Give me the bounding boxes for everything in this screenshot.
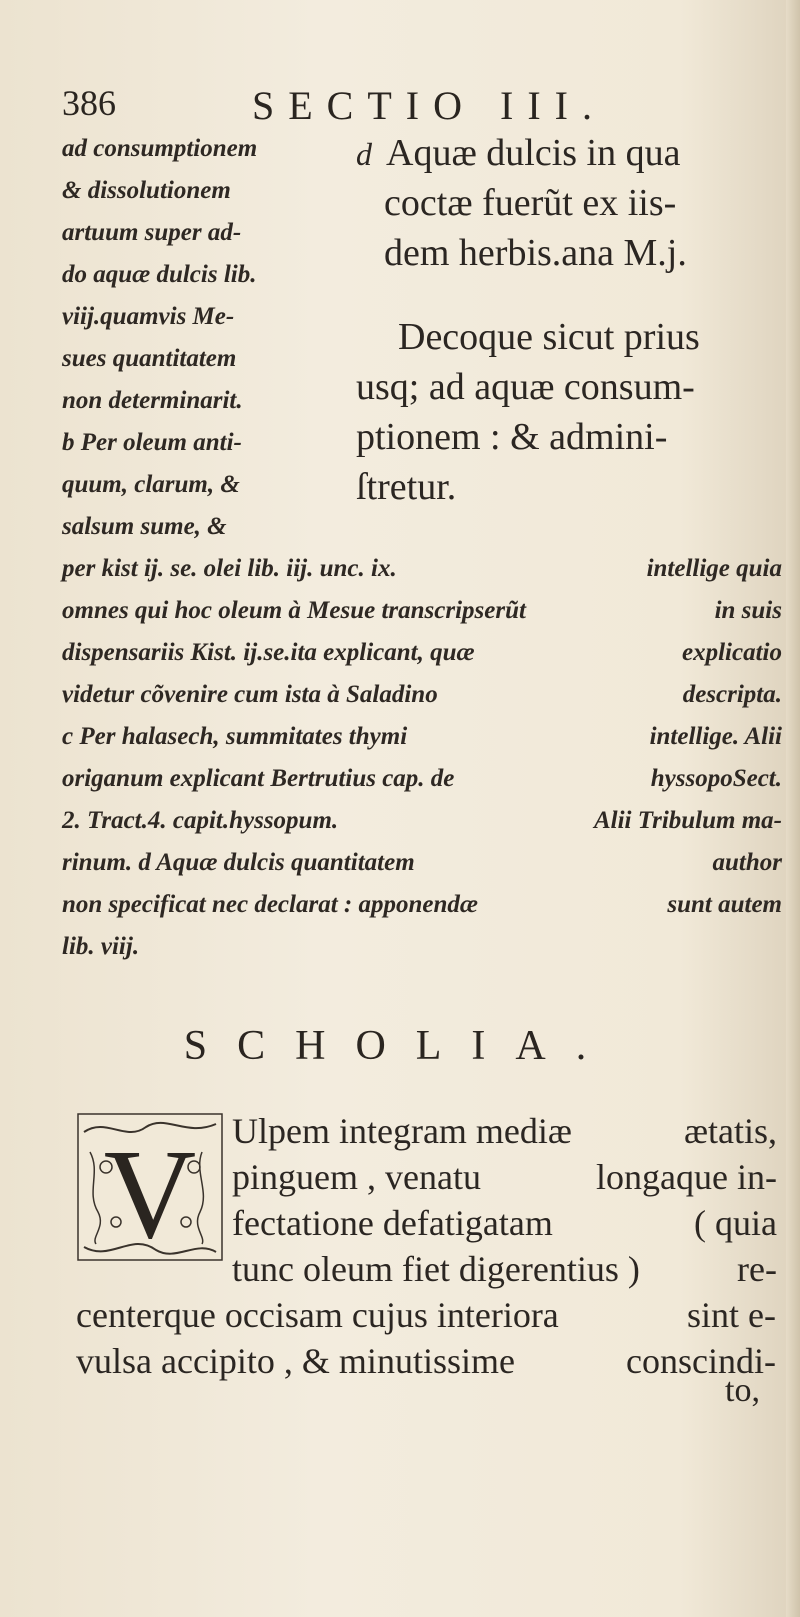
recipe-line: dem herbis.ana M.j. [384, 232, 687, 274]
footnote-line [62, 800, 782, 842]
recipe-marker: d [356, 136, 372, 172]
section-heading: SCHOLIA. [183, 1023, 617, 1069]
decorated-initial [76, 1112, 224, 1262]
footnote-line [62, 926, 782, 968]
margin-notes-column [62, 128, 362, 548]
text-fragment: conscindi- [626, 1341, 776, 1381]
ornament-initial-icon [76, 1112, 224, 1262]
text-fragment: vulsa accipito , & minutissime [76, 1341, 515, 1381]
spacer [356, 278, 776, 312]
footnote-text: in suis [714, 597, 782, 624]
footnote-line [62, 842, 782, 884]
footnote-line [62, 548, 782, 590]
note-line: quum, clarum, & [62, 471, 240, 498]
footnote-text: dispensariis Kist. ij.se.ita explicant, quæ [62, 639, 475, 666]
note-line: salsum sume, & [62, 513, 227, 540]
text-fragment: ætatis, [683, 1111, 777, 1151]
text-fragment: Ulpem integram mediæ [232, 1111, 572, 1151]
text-line [232, 1154, 777, 1200]
dropcap-letter: V [103, 1123, 197, 1262]
note-line: non determinarit. [62, 387, 243, 414]
recipe-text: Aquæ dulcis in qua [386, 132, 681, 174]
footnote-text: lib. viij. [62, 933, 140, 960]
text-fragment: sint e- [687, 1295, 776, 1335]
footnote-text: c Per halasech, summitates thymi [62, 723, 408, 750]
text-line [76, 1292, 776, 1338]
text-line [76, 1338, 776, 1384]
footnote-line [62, 884, 782, 926]
footnote-text: videtur cõvenire cum ista à Saladino [62, 681, 438, 708]
text-fragment: centerque occisam cujus interiora [76, 1295, 559, 1335]
footnote-line [62, 590, 782, 632]
note-line: & dissolutionem [62, 177, 231, 204]
text-fragment: ( quia [694, 1203, 777, 1243]
page-edge [786, 0, 800, 1617]
footnote-line [62, 716, 782, 758]
footnote-text: 2. Tract.4. capit.hyssopum. [62, 807, 339, 834]
text-line [232, 1200, 777, 1246]
text-fragment: tunc oleum fiet digerentius ) [232, 1249, 640, 1289]
footnote-text: intellige. Alii [649, 723, 782, 750]
footnotes-block [62, 548, 782, 968]
footnote-text: sunt autem [667, 891, 782, 918]
footnote-text: intellige quia [646, 555, 782, 582]
footnote-text: hyssopoSect. [650, 765, 782, 792]
note-line: ad consumptionem [62, 135, 258, 162]
recipe-line: Decoque sicut prius [398, 316, 700, 358]
scholia-indented-text [232, 1108, 777, 1292]
footnote-text: author [712, 849, 782, 876]
text-fragment: longaque in- [596, 1157, 777, 1197]
recipe-line: ſtretur. [356, 466, 457, 508]
catchword: to, [725, 1372, 760, 1409]
footnote-text: rinum. d Aquæ dulcis quantitatem [62, 849, 415, 876]
scholia-full-text [76, 1292, 776, 1384]
note-line: artuum super ad- [62, 219, 242, 246]
recipe-line [356, 128, 776, 178]
recipe-line: ptionem : & admini- [356, 416, 668, 458]
note-line: viij.quamvis Me- [62, 303, 235, 330]
recipe-column [356, 128, 776, 512]
footnote-text: non specificat nec declarat : apponendæ [62, 891, 478, 918]
footnote-text: omnes qui hoc oleum à Mesue transcripserũt [62, 597, 526, 624]
page-header [62, 82, 762, 130]
footnote-line [62, 758, 782, 800]
running-title: SECTIO III. [252, 83, 606, 128]
footnote-text: descripta. [682, 681, 782, 708]
footnote-text: origanum explicant Bertrutius cap. de [62, 765, 455, 792]
text-fragment: pinguem , venatu [232, 1157, 481, 1197]
footnote-text: per kist ij. se. olei lib. iij. unc. ix. [62, 555, 397, 582]
footnote-text: Alii Tribulum ma- [593, 807, 782, 834]
recipe-line: usq; ad aquæ consum- [356, 366, 695, 408]
footnote-line [62, 632, 782, 674]
text-fragment: re- [737, 1249, 777, 1289]
note-line: sues quantitatem [62, 345, 237, 372]
recipe-line: coctæ fuerũt ex iis- [384, 182, 677, 224]
footnote-text: explicatio [682, 639, 782, 666]
note-line: b Per oleum anti- [62, 429, 242, 456]
text-fragment: fectatione defatigatam [232, 1203, 553, 1243]
text-line [232, 1246, 777, 1292]
note-line: do aquæ dulcis lib. [62, 261, 257, 288]
page-number: 386 [62, 83, 116, 123]
text-line [232, 1108, 777, 1154]
footnote-line [62, 674, 782, 716]
